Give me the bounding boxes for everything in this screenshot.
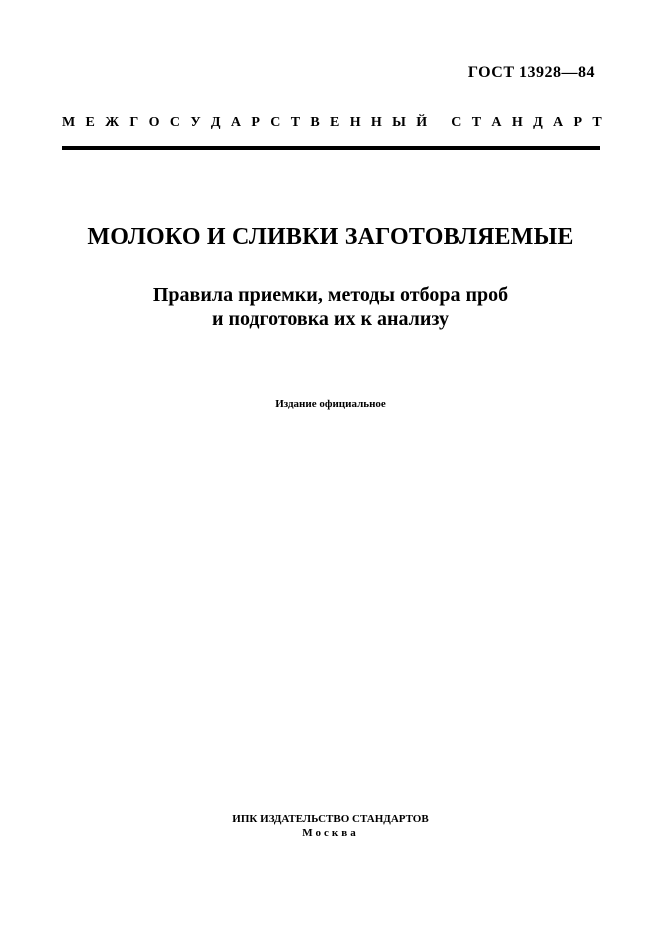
- heading-letter: А: [553, 115, 564, 130]
- heading-letter: О: [148, 115, 160, 130]
- document-number: ГОСТ 13928—84: [467, 64, 595, 81]
- heading-letter: Т: [471, 115, 482, 130]
- publisher-city: Москва: [302, 827, 359, 839]
- heading-letter: Ы: [392, 115, 406, 130]
- heading-letter: Н: [349, 115, 361, 130]
- heading-letter: С: [270, 115, 281, 130]
- edition-note: Издание официальное: [275, 398, 386, 410]
- publisher-name: ИПК ИЗДАТЕЛЬСТВО СТАНДАРТОВ: [232, 813, 429, 825]
- heading-letter: С: [169, 115, 180, 130]
- heading-letter: У: [190, 115, 201, 130]
- subtitle-line-1: Правила приемки, методы отбора проб: [152, 284, 509, 306]
- heading-letter: М: [62, 115, 76, 130]
- heading-letter: Т: [592, 115, 602, 130]
- subtitle-line-2: и подготовка их к анализу: [211, 308, 450, 330]
- heading-letter: Н: [511, 115, 523, 130]
- heading-word-gap: [437, 115, 441, 131]
- document-subtitle: [0, 283, 661, 331]
- heading-letter: С: [451, 115, 462, 130]
- heading-letter: Ж: [105, 115, 120, 130]
- document-title: МОЛОКО И СЛИВКИ ЗАГОТОВЛЯЕМЫЕ: [87, 224, 574, 250]
- heading-letter: Н: [370, 115, 382, 130]
- heading-letter: Р: [251, 115, 260, 130]
- heading-letter: А: [491, 115, 502, 130]
- heading-letter: Р: [573, 115, 583, 130]
- heading-letter: Т: [290, 115, 301, 130]
- heading-letter: Д: [533, 115, 543, 130]
- heading-letter: А: [230, 115, 242, 130]
- heading-letter: В: [310, 115, 320, 130]
- header-rule: [62, 146, 600, 150]
- standard-type-heading: [62, 115, 602, 131]
- heading-letter: Е: [85, 115, 95, 130]
- heading-letter: Д: [210, 115, 221, 130]
- heading-letter: Г: [129, 115, 139, 130]
- heading-letter: Е: [330, 115, 340, 130]
- heading-letter: Й: [416, 115, 428, 130]
